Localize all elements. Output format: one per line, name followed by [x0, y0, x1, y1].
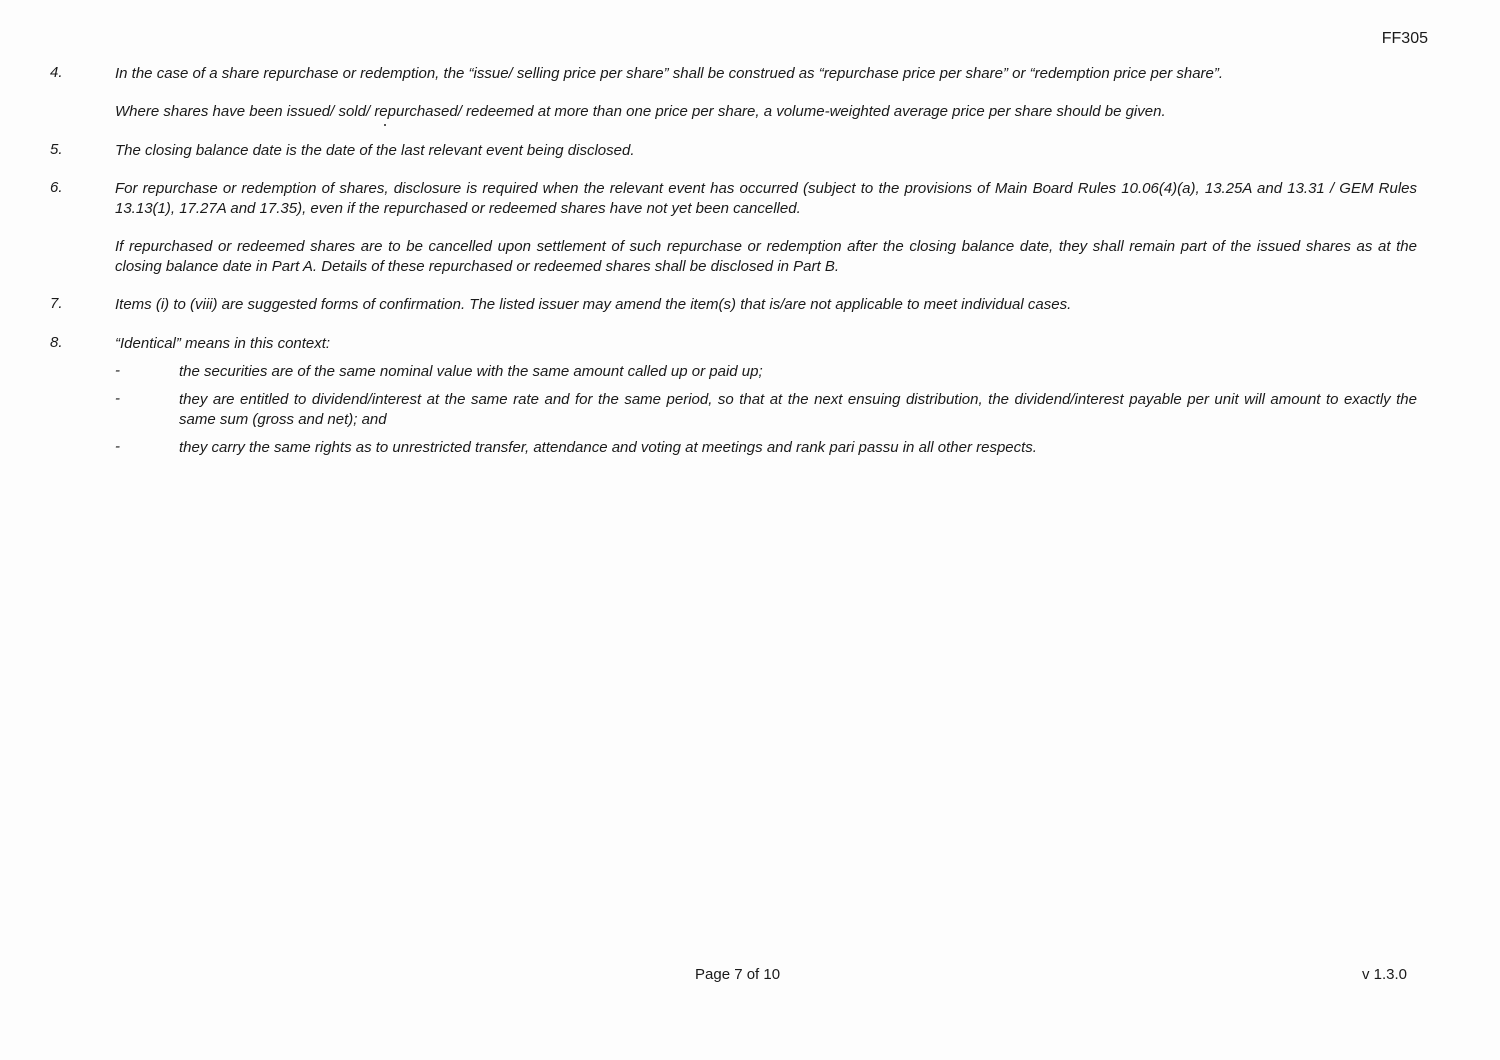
note-7-number: 7. [50, 295, 63, 312]
stray-mark [384, 124, 386, 126]
note-5-number: 5. [50, 141, 63, 158]
page-number: Page 7 of 10 [695, 966, 781, 983]
note-8-bullet-1-text: the securities are of the same nominal value with the same amount called up or paid up; [179, 363, 763, 380]
note-8-bullet-3-text: they carry the same rights as to unrestricted transfer, attendance and voting at meetings and rank pari passu in all other respects. [179, 439, 1037, 456]
form-code: FF305 [1381, 30, 1428, 47]
note-8-number: 8. [50, 334, 63, 351]
note-6-number: 6. [50, 179, 63, 196]
note-4-paragraph-2: Where shares have been issued/ sold/ repurchased/ redeemed at more than one price per share, a volume-weighted average price per share should be given. [115, 103, 1166, 120]
note-8-bullet-3-dash: - [115, 438, 120, 455]
note-4-paragraph-1: In the case of a share repurchase or redemption, the “issue/ selling price per share” shall be construed as “repurchase price per share” or “redemption price per share”. [115, 65, 1224, 82]
note-7-paragraph-1: Items (i) to (viii) are suggested forms of confirmation. The listed issuer may amend the item(s) that is/are not applicable to meet individual cases. [115, 296, 1072, 313]
note-8-bullet-2-dash: - [115, 390, 120, 407]
version-label: v 1.3.0 [1361, 966, 1407, 983]
note-6-paragraph-1: For repurchase or redemption of shares, disclosure is required when the relevant event has occurred (subject to the provisions of Main Board Rules 10.06(4)(a), 13.25A and 13.31 / GEM Rules 13.13(1), 17.27A and 17.35), even if the repurchased or redeemed shares have not yet been cancelled. [115, 180, 1417, 217]
note-6-paragraph-2: If repurchased or redeemed shares are to be cancelled upon settlement of such repurchase or redemption after the closing balance date, they shall remain part of the issued shares as at the closing balance date in Part A. Details of these repurchased or redeemed shares shall be disclosed in Part B. [115, 238, 1417, 275]
note-8-bullet-2-text: they are entitled to dividend/interest at the same rate and for the same period, so that at the next ensuing distribution, the dividend/interest payable per unit will amount to exactly the same sum (gross and net); and [179, 391, 1417, 428]
note-4-number: 4. [50, 64, 63, 81]
note-5-paragraph-1: The closing balance date is the date of the last relevant event being disclosed. [115, 142, 635, 159]
note-8-paragraph-1: “Identical” means in this context: [115, 335, 331, 352]
note-8-bullet-1-dash: - [115, 362, 120, 379]
